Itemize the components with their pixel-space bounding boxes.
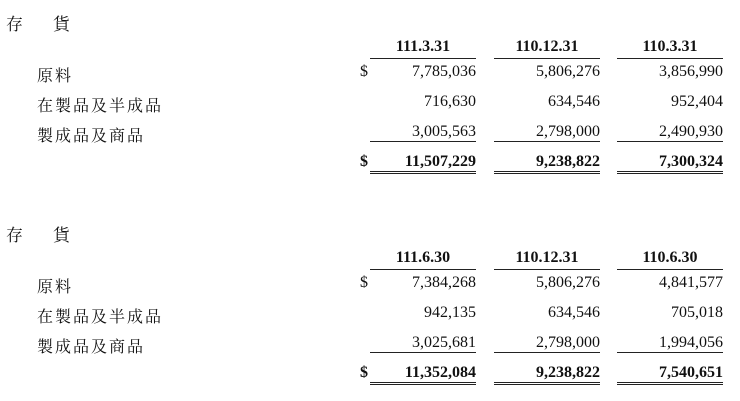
column-header: 110.3.31 — [617, 38, 723, 59]
cell-value: 7,785,036 — [412, 63, 476, 80]
cell-value: 705,018 — [671, 304, 723, 321]
currency-symbol: $ — [360, 274, 368, 291]
total-value: 7,300,324 — [617, 153, 723, 174]
cell-value: 1,994,056 — [617, 334, 723, 353]
total-value: 11,352,084 — [370, 364, 476, 385]
cell-value: 2,490,930 — [617, 123, 723, 142]
cell-value: 942,135 — [424, 304, 476, 321]
row-label: 原料 — [37, 66, 74, 85]
section-title: 存 貨 — [6, 226, 70, 246]
total-row — [0, 364, 740, 392]
total-value: 9,238,822 — [494, 153, 600, 174]
currency-symbol: $ — [360, 63, 368, 80]
cell-value: 3,025,681 — [370, 334, 476, 353]
section-title: 存 貨 — [6, 15, 70, 35]
cell-value: 5,806,276 — [536, 63, 600, 80]
cell-value: 952,404 — [671, 93, 723, 110]
column-header: 111.3.31 — [370, 38, 476, 59]
column-header: 111.6.30 — [370, 249, 476, 270]
total-value: 11,507,229 — [370, 153, 476, 174]
row-label: 製成品及商品 — [37, 126, 146, 145]
row-label: 在製品及半成品 — [37, 96, 164, 115]
table-row — [0, 274, 740, 302]
cell-value: 2,798,000 — [494, 334, 600, 353]
cell-value: 716,630 — [424, 93, 476, 110]
total-value: 9,238,822 — [494, 364, 600, 385]
cell-value: 5,806,276 — [536, 274, 600, 291]
cell-value: 3,005,563 — [370, 123, 476, 142]
table-row — [0, 334, 740, 362]
column-header: 110.6.30 — [617, 249, 723, 270]
cell-value: 634,546 — [548, 304, 600, 321]
table-row — [0, 123, 740, 151]
row-label: 製成品及商品 — [37, 337, 146, 356]
currency-symbol: $ — [360, 364, 368, 381]
table-row — [0, 304, 740, 332]
cell-value: 4,841,577 — [659, 274, 723, 291]
cell-value: 2,798,000 — [494, 123, 600, 142]
column-header: 110.12.31 — [494, 249, 600, 270]
row-label: 在製品及半成品 — [37, 307, 164, 326]
cell-value: 3,856,990 — [659, 63, 723, 80]
row-label: 原料 — [37, 277, 74, 296]
column-header: 110.12.31 — [494, 38, 600, 59]
total-row — [0, 153, 740, 181]
cell-value: 7,384,268 — [412, 274, 476, 291]
cell-value: 634,546 — [548, 93, 600, 110]
currency-symbol: $ — [360, 153, 368, 170]
table-row — [0, 93, 740, 121]
table-row — [0, 63, 740, 91]
total-value: 7,540,651 — [617, 364, 723, 385]
